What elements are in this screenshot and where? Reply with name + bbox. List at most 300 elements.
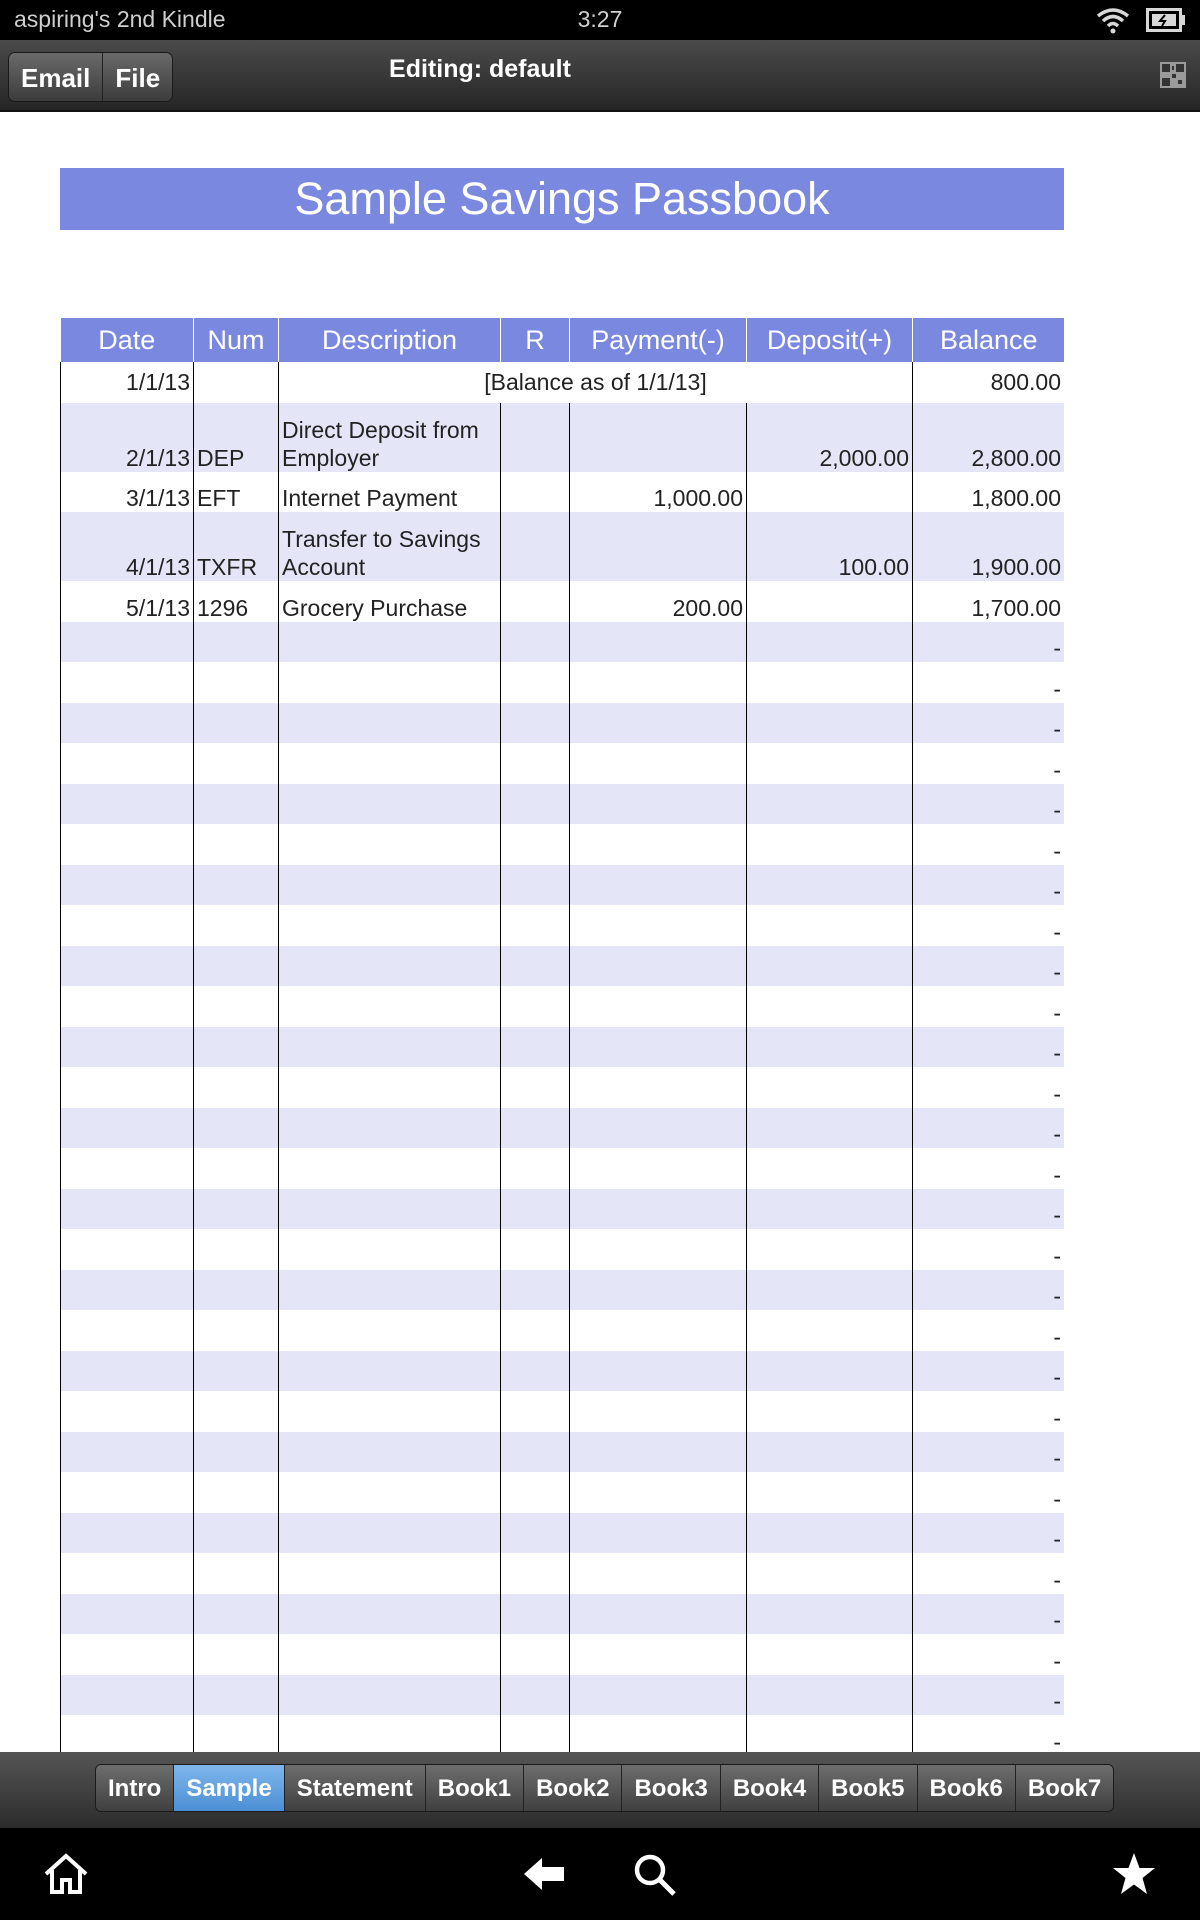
cell-balance[interactable]: - [913,946,1065,987]
cell-deposit[interactable] [747,1351,913,1392]
cell-payment[interactable] [570,743,747,784]
cell-date[interactable] [61,743,194,784]
cell-r[interactable] [501,1472,570,1513]
cell-date[interactable] [61,1148,194,1189]
cell-deposit[interactable] [747,1553,913,1594]
cell-r[interactable] [501,1148,570,1189]
cell-payment[interactable] [570,1432,747,1473]
cell-description[interactable] [279,1715,501,1752]
empty-row [61,1634,1065,1675]
cell-r[interactable] [501,1027,570,1068]
cell-deposit[interactable] [747,1472,913,1513]
cell-date[interactable]: 2/1/13 [61,403,194,472]
empty-row [61,1108,1065,1149]
cell-balance[interactable]: - [913,784,1065,825]
cell-payment[interactable] [570,1391,747,1432]
cell-r[interactable] [501,824,570,865]
cell-deposit[interactable] [747,946,913,987]
cell-num[interactable]: EFT [194,472,279,513]
cell-balance[interactable]: - [913,1310,1065,1351]
cell-num[interactable] [194,1229,279,1270]
tab-book1[interactable]: Book1 [426,1765,524,1811]
cell-date[interactable] [61,1472,194,1513]
empty-row [61,824,1065,865]
cell-description[interactable] [279,1310,501,1351]
cell-deposit[interactable] [747,743,913,784]
cell-balance[interactable]: 2,800.00 [913,403,1065,472]
cell-r[interactable] [501,512,570,581]
cell-balance[interactable]: - [913,703,1065,744]
cell-date[interactable] [61,1675,194,1716]
editing-title: Editing: default [389,55,571,83]
empty-row [61,986,1065,1027]
tab-book3[interactable]: Book3 [622,1765,720,1811]
cell-description[interactable] [279,986,501,1027]
empty-row [61,865,1065,906]
cell-date[interactable] [61,1432,194,1473]
cell-description[interactable] [279,784,501,825]
empty-row [61,1148,1065,1189]
cell-date[interactable] [61,1229,194,1270]
cell-deposit[interactable] [747,1229,913,1270]
empty-row [61,1715,1065,1752]
cell-date[interactable]: 4/1/13 [61,512,194,581]
empty-row [61,905,1065,946]
cell-date[interactable]: 1/1/13 [61,362,194,403]
cell-payment[interactable] [570,1310,747,1351]
cell-balance[interactable]: - [913,1027,1065,1068]
cell-num[interactable] [194,1148,279,1189]
cell-deposit[interactable]: 100.00 [747,512,913,581]
cell-num[interactable] [194,946,279,987]
cell-balance[interactable]: - [913,743,1065,784]
cell-opening-label[interactable]: [Balance as of 1/1/13] [279,362,913,403]
cell-payment[interactable] [570,1027,747,1068]
cell-payment[interactable] [570,662,747,703]
cell-num[interactable] [194,1472,279,1513]
cell-r[interactable] [501,1432,570,1473]
empty-row [61,1594,1065,1635]
cell-payment[interactable] [570,703,747,744]
cell-description[interactable] [279,1472,501,1513]
empty-row [61,743,1065,784]
empty-row [61,1189,1065,1230]
cell-r[interactable] [501,662,570,703]
cell-r[interactable] [501,1715,570,1752]
cell-balance[interactable]: 1,700.00 [913,581,1065,622]
cell-description[interactable]: Grocery Purchase [279,581,501,622]
cell-r[interactable] [501,865,570,906]
cell-date[interactable] [61,1391,194,1432]
cell-deposit[interactable] [747,472,913,513]
empty-row [61,622,1065,663]
cell-num[interactable] [194,1108,279,1149]
cell-r[interactable] [501,472,570,513]
cell-num[interactable] [194,622,279,663]
cell-date[interactable] [61,905,194,946]
cell-description[interactable] [279,703,501,744]
cell-num[interactable] [194,1675,279,1716]
cell-deposit[interactable] [747,1108,913,1149]
cell-date[interactable] [61,946,194,987]
cell-balance[interactable]: - [913,1715,1065,1752]
cell-description[interactable] [279,1189,501,1230]
empty-row [61,1027,1065,1068]
empty-row [61,1432,1065,1473]
cell-r[interactable] [501,1108,570,1149]
cell-r[interactable] [501,905,570,946]
column-header-r[interactable]: R [501,318,570,362]
cell-payment[interactable] [570,1108,747,1149]
cell-balance[interactable]: 800.00 [913,362,1065,403]
cell-num[interactable]: DEP [194,403,279,472]
empty-row [61,1229,1065,1270]
back-icon[interactable] [520,1850,568,1898]
cell-date[interactable] [61,1270,194,1311]
cell-description[interactable] [279,1148,501,1189]
cell-date[interactable] [61,1351,194,1392]
cell-payment[interactable] [570,824,747,865]
cell-num[interactable] [194,1391,279,1432]
cell-r[interactable] [501,1594,570,1635]
column-header-balance[interactable]: Balance [913,318,1065,362]
empty-row [61,1270,1065,1311]
cell-description[interactable] [279,1027,501,1068]
cell-num[interactable]: TXFR [194,512,279,581]
cell-num[interactable] [194,743,279,784]
cell-deposit[interactable] [747,1310,913,1351]
tab-book7[interactable]: Book7 [1016,1765,1113,1811]
cell-r[interactable] [501,1067,570,1108]
cell-payment[interactable] [570,622,747,663]
email-button[interactable]: Email [9,53,103,101]
cell-deposit[interactable] [747,1634,913,1675]
cell-num[interactable] [194,1594,279,1635]
cell-r[interactable] [501,1675,570,1716]
cell-description[interactable] [279,946,501,987]
tab-book5[interactable]: Book5 [819,1765,917,1811]
cell-balance[interactable]: - [913,905,1065,946]
cell-payment[interactable]: 1,000.00 [570,472,747,513]
cell-deposit[interactable] [747,905,913,946]
cell-deposit[interactable] [747,622,913,663]
cell-payment[interactable] [570,784,747,825]
cell-date[interactable] [61,1310,194,1351]
cell-deposit[interactable] [747,1148,913,1189]
cell-payment[interactable] [570,1189,747,1230]
home-icon[interactable] [42,1850,90,1898]
cell-balance[interactable]: 1,900.00 [913,512,1065,581]
empty-row [61,1067,1065,1108]
toolbar [0,40,1200,112]
cell-description[interactable] [279,1675,501,1716]
cell-description[interactable] [279,1513,501,1554]
cell-num[interactable] [194,1310,279,1351]
cell-description[interactable] [279,1391,501,1432]
column-header-description[interactable]: Description [279,318,501,362]
file-button[interactable]: File [103,53,172,101]
status-bar [0,0,1200,40]
cell-date[interactable] [61,1067,194,1108]
wifi-icon [1096,6,1130,34]
cell-balance[interactable]: - [913,662,1065,703]
cell-date[interactable] [61,1513,194,1554]
battery-icon [1146,8,1186,32]
cell-num[interactable] [194,362,279,403]
clock: 3:27 [577,6,623,32]
cell-deposit[interactable] [747,1432,913,1473]
cell-payment[interactable] [570,1472,747,1513]
cell-r[interactable] [501,1229,570,1270]
cell-balance[interactable]: - [913,1594,1065,1635]
cell-num[interactable] [194,703,279,744]
cell-num[interactable] [194,1553,279,1594]
cell-description[interactable] [279,1108,501,1149]
empty-row [61,1310,1065,1351]
cell-r[interactable] [501,622,570,663]
cell-payment[interactable] [570,1513,747,1554]
passbook-grid [60,318,1064,1752]
table-row [61,512,1065,581]
cell-payment[interactable] [570,1553,747,1594]
cell-payment[interactable] [570,1351,747,1392]
cell-date[interactable] [61,1553,194,1594]
table-row [61,403,1065,472]
table-row [61,581,1065,622]
cell-description[interactable] [279,743,501,784]
cell-balance[interactable]: - [913,1148,1065,1189]
cell-payment[interactable] [570,1148,747,1189]
cell-balance[interactable]: 1,800.00 [913,472,1065,513]
cell-deposit[interactable] [747,1594,913,1635]
empty-row [61,946,1065,987]
empty-row [61,1391,1065,1432]
system-nav-bar [0,1828,1200,1920]
cell-deposit[interactable] [747,1270,913,1311]
cell-r[interactable] [501,581,570,622]
cell-r[interactable] [501,703,570,744]
cell-date[interactable]: 5/1/13 [61,581,194,622]
cell-r[interactable] [501,1553,570,1594]
cell-payment[interactable] [570,1067,747,1108]
cell-deposit[interactable] [747,824,913,865]
cell-num[interactable] [194,1634,279,1675]
cell-payment[interactable] [570,905,747,946]
cell-date[interactable] [61,662,194,703]
empty-row [61,1472,1065,1513]
tab-book6[interactable]: Book6 [918,1765,1016,1811]
cell-payment[interactable] [570,403,747,472]
cell-num[interactable] [194,1067,279,1108]
cell-payment[interactable] [570,512,747,581]
cell-deposit[interactable] [747,1675,913,1716]
cell-num[interactable] [194,865,279,906]
cell-payment[interactable] [570,1715,747,1752]
cell-balance[interactable]: - [913,1634,1065,1675]
cell-num[interactable] [194,905,279,946]
cell-date[interactable] [61,1715,194,1752]
cell-num[interactable] [194,824,279,865]
cell-payment[interactable] [570,1634,747,1675]
cell-balance[interactable]: - [913,1675,1065,1716]
cell-description[interactable] [279,1270,501,1311]
cell-num[interactable] [194,1715,279,1752]
cell-num[interactable] [194,1513,279,1554]
cell-description[interactable] [279,824,501,865]
cell-balance[interactable]: - [913,1108,1065,1149]
column-header-num[interactable]: Num [194,318,279,362]
cell-num[interactable] [194,1351,279,1392]
cell-date[interactable] [61,865,194,906]
cell-balance[interactable]: - [913,986,1065,1027]
cell-balance[interactable]: - [913,1351,1065,1392]
empty-row [61,1553,1065,1594]
cell-description[interactable] [279,1229,501,1270]
cell-r[interactable] [501,1391,570,1432]
cell-balance[interactable]: - [913,1553,1065,1594]
tab-book2[interactable]: Book2 [524,1765,622,1811]
cell-description[interactable] [279,1432,501,1473]
cell-description[interactable] [279,1553,501,1594]
tab-intro[interactable]: Intro [96,1765,174,1811]
cell-description[interactable]: Internet Payment [279,472,501,513]
cell-deposit[interactable] [747,865,913,906]
sheet-tab-bar [0,1752,1200,1828]
empty-row [61,662,1065,703]
tab-sample[interactable]: Sample [174,1765,284,1811]
cell-payment[interactable] [570,865,747,906]
passbook-table [60,318,1064,1752]
cell-deposit[interactable] [747,1715,913,1752]
cell-r[interactable] [501,986,570,1027]
cell-description[interactable] [279,865,501,906]
cell-date[interactable] [61,1189,194,1230]
cell-balance[interactable]: - [913,1229,1065,1270]
cell-deposit[interactable] [747,1391,913,1432]
cell-balance[interactable]: - [913,1391,1065,1432]
cell-deposit[interactable]: 2,000.00 [747,403,913,472]
cell-num[interactable] [194,784,279,825]
cell-num[interactable] [194,1432,279,1473]
empty-row [61,703,1065,744]
cell-deposit[interactable] [747,986,913,1027]
search-icon[interactable] [630,1850,678,1898]
empty-row [61,1351,1065,1392]
sheet-title: Sample Savings Passbook [60,168,1064,230]
cell-date[interactable] [61,784,194,825]
device-name: aspiring's 2nd Kindle [14,6,226,32]
cell-balance[interactable]: - [913,1270,1065,1311]
cell-num[interactable] [194,1189,279,1230]
cell-payment[interactable] [570,986,747,1027]
cell-r[interactable] [501,946,570,987]
empty-row [61,784,1065,825]
cell-r[interactable] [501,743,570,784]
cell-description[interactable]: Transfer to Savings Account [279,512,501,581]
cell-r[interactable] [501,403,570,472]
cell-r[interactable] [501,1634,570,1675]
tab-statement[interactable]: Statement [285,1765,426,1811]
cell-deposit[interactable] [747,1027,913,1068]
column-header-deposit[interactable]: Deposit(+) [747,318,913,362]
cell-date[interactable] [61,1027,194,1068]
cell-date[interactable] [61,1594,194,1635]
cell-r[interactable] [501,1513,570,1554]
empty-row [61,1675,1065,1716]
cell-payment[interactable] [570,1229,747,1270]
cell-description[interactable] [279,1594,501,1635]
cell-date[interactable] [61,824,194,865]
cell-deposit[interactable] [747,662,913,703]
cell-r[interactable] [501,1351,570,1392]
cell-payment[interactable] [570,946,747,987]
cell-date[interactable] [61,622,194,663]
cell-description[interactable] [279,1634,501,1675]
cell-num[interactable] [194,662,279,703]
sheet-tabs [95,1764,1114,1812]
cell-date[interactable] [61,703,194,744]
cell-balance[interactable]: - [913,824,1065,865]
cell-num[interactable] [194,986,279,1027]
favorites-icon[interactable] [1110,1850,1158,1898]
cell-description[interactable] [279,622,501,663]
column-header-payment[interactable]: Payment(-) [570,318,747,362]
cell-payment[interactable]: 200.00 [570,581,747,622]
cell-balance[interactable]: - [913,622,1065,663]
column-header-date[interactable]: Date [61,318,194,362]
cell-deposit[interactable] [747,703,913,744]
cell-payment[interactable] [570,1270,747,1311]
header-row [61,318,1065,362]
cell-balance[interactable]: - [913,1067,1065,1108]
cell-balance[interactable]: - [913,1513,1065,1554]
empty-row [61,1513,1065,1554]
cell-description[interactable] [279,662,501,703]
cell-deposit[interactable] [747,1189,913,1230]
cell-description[interactable] [279,1351,501,1392]
cell-balance[interactable]: - [913,1472,1065,1513]
cell-description[interactable] [279,905,501,946]
cell-balance[interactable]: - [913,865,1065,906]
cell-r[interactable] [501,1189,570,1230]
cell-num[interactable]: 1296 [194,581,279,622]
toolbar-button-group [8,52,173,102]
cell-r[interactable] [501,1310,570,1351]
cell-r[interactable] [501,784,570,825]
cell-deposit[interactable] [747,784,913,825]
cell-balance[interactable]: - [913,1189,1065,1230]
cell-date[interactable] [61,1108,194,1149]
cell-deposit[interactable] [747,1067,913,1108]
cell-num[interactable] [194,1270,279,1311]
cell-date[interactable] [61,1634,194,1675]
qr-code-icon[interactable] [1160,62,1186,88]
cell-r[interactable] [501,1270,570,1311]
cell-description[interactable]: Direct Deposit from Employer [279,403,501,472]
cell-payment[interactable] [570,1594,747,1635]
cell-date[interactable]: 3/1/13 [61,472,194,513]
tab-book4[interactable]: Book4 [721,1765,819,1811]
opening-balance-row [61,362,1065,403]
cell-payment[interactable] [570,1675,747,1716]
cell-balance[interactable]: - [913,1432,1065,1473]
cell-num[interactable] [194,1027,279,1068]
cell-description[interactable] [279,1067,501,1108]
cell-date[interactable] [61,986,194,1027]
cell-deposit[interactable] [747,581,913,622]
table-row [61,472,1065,513]
cell-deposit[interactable] [747,1513,913,1554]
